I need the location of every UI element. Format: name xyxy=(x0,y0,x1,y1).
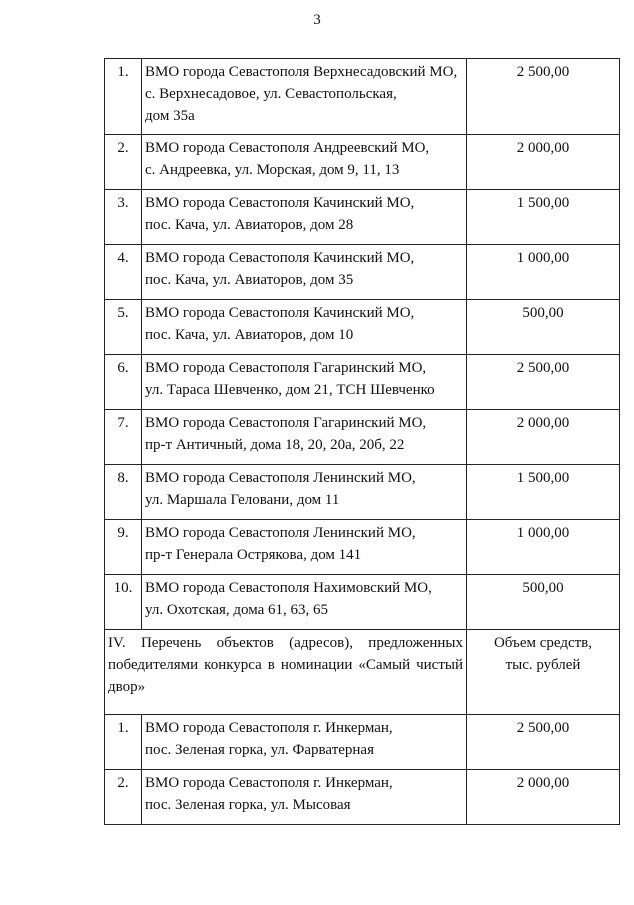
row-amount: 1 000,00 xyxy=(467,245,620,300)
row-number: 9. xyxy=(105,520,142,575)
address-line: ВМО города Севастополя г. Инкерман, xyxy=(145,720,393,736)
section-title: IV. Перечень объектов (адресов), предложенных победителями конкурса в номинации «Самый чистый двор» xyxy=(105,630,467,715)
table-row xyxy=(105,465,620,520)
address-line: ВМО города Севастополя Верхнесадовский МО, xyxy=(145,64,458,80)
row-amount: 500,00 xyxy=(467,300,620,355)
row-number: 3. xyxy=(105,190,142,245)
row-number: 7. xyxy=(105,410,142,465)
row-amount: 2 000,00 xyxy=(467,135,620,190)
row-amount: 2 500,00 xyxy=(467,715,620,770)
address-line: пос. Зеленая горка, ул. Фарватерная xyxy=(145,742,374,758)
address-line: ул. Охотская, дома 61, 63, 65 xyxy=(145,602,329,618)
row-number: 10. xyxy=(105,575,142,630)
address-line: пр-т Античный, дома 18, 20, 20а, 20б, 22 xyxy=(145,437,405,453)
address-line: пос. Кача, ул. Авиаторов, дом 28 xyxy=(145,217,354,233)
address-line: ВМО города Севастополя Ленинский МО, xyxy=(145,470,416,486)
address-line: ул. Маршала Геловани, дом 11 xyxy=(145,492,340,508)
table-row xyxy=(105,135,620,190)
row-address xyxy=(142,59,467,135)
row-amount: 1 500,00 xyxy=(467,465,620,520)
table-row xyxy=(105,59,620,135)
table-row xyxy=(105,355,620,410)
address-line: с. Верхнесадовое, ул. Севастопольская, xyxy=(145,86,397,102)
row-amount: 2 500,00 xyxy=(467,355,620,410)
amount-header-line: Объем средств, xyxy=(493,635,593,651)
table-row xyxy=(105,245,620,300)
table-row xyxy=(105,410,620,465)
row-amount: 1 500,00 xyxy=(467,190,620,245)
address-line: ВМО города Севастополя Андреевский МО, xyxy=(145,140,430,156)
section-header-row xyxy=(105,630,620,715)
address-line: ВМО города Севастополя Гагаринский МО, xyxy=(145,415,427,431)
table-row xyxy=(105,300,620,355)
row-amount: 500,00 xyxy=(467,575,620,630)
row-address xyxy=(142,770,467,825)
row-address xyxy=(142,465,467,520)
row-address xyxy=(142,245,467,300)
row-amount: 2 000,00 xyxy=(467,770,620,825)
row-address xyxy=(142,410,467,465)
row-address xyxy=(142,135,467,190)
address-line: дом 35а xyxy=(145,108,195,124)
address-line: пос. Кача, ул. Авиаторов, дом 35 xyxy=(145,272,354,288)
amount-column-header xyxy=(467,630,620,715)
address-line: ВМО города Севастополя Качинский МО, xyxy=(145,195,415,211)
table-row xyxy=(105,715,620,770)
row-address xyxy=(142,355,467,410)
row-number: 1. xyxy=(105,59,142,135)
row-address xyxy=(142,300,467,355)
address-line: ул. Тараса Шевченко, дом 21, ТСН Шевченко xyxy=(145,382,435,398)
address-line: ВМО города Севастополя Качинский МО, xyxy=(145,305,415,321)
row-number: 2. xyxy=(105,770,142,825)
row-number: 6. xyxy=(105,355,142,410)
address-line: с. Андреевка, ул. Морская, дом 9, 11, 13 xyxy=(145,162,400,178)
row-address xyxy=(142,190,467,245)
row-number: 1. xyxy=(105,715,142,770)
table-row xyxy=(105,190,620,245)
objects-table xyxy=(104,58,620,825)
row-address xyxy=(142,520,467,575)
row-number: 5. xyxy=(105,300,142,355)
address-line: ВМО города Севастополя г. Инкерман, xyxy=(145,775,393,791)
row-address xyxy=(142,715,467,770)
address-line: ВМО города Севастополя Нахимовский МО, xyxy=(145,580,432,596)
address-line: ВМО города Севастополя Ленинский МО, xyxy=(145,525,416,541)
row-amount: 1 000,00 xyxy=(467,520,620,575)
address-line: ВМО города Севастополя Качинский МО, xyxy=(145,250,415,266)
page-number: 3 xyxy=(313,12,321,28)
address-line: пос. Кача, ул. Авиаторов, дом 10 xyxy=(145,327,354,343)
address-line: ВМО города Севастополя Гагаринский МО, xyxy=(145,360,427,376)
amount-header-line: тыс. рублей xyxy=(505,657,581,673)
row-amount: 2 500,00 xyxy=(467,59,620,135)
row-number: 8. xyxy=(105,465,142,520)
address-line: пос. Зеленая горка, ул. Мысовая xyxy=(145,797,351,813)
table-row xyxy=(105,770,620,825)
table-row xyxy=(105,520,620,575)
address-line: пр-т Генерала Острякова, дом 141 xyxy=(145,547,362,563)
table-row xyxy=(105,575,620,630)
row-number: 2. xyxy=(105,135,142,190)
row-number: 4. xyxy=(105,245,142,300)
row-amount: 2 000,00 xyxy=(467,410,620,465)
row-address xyxy=(142,575,467,630)
